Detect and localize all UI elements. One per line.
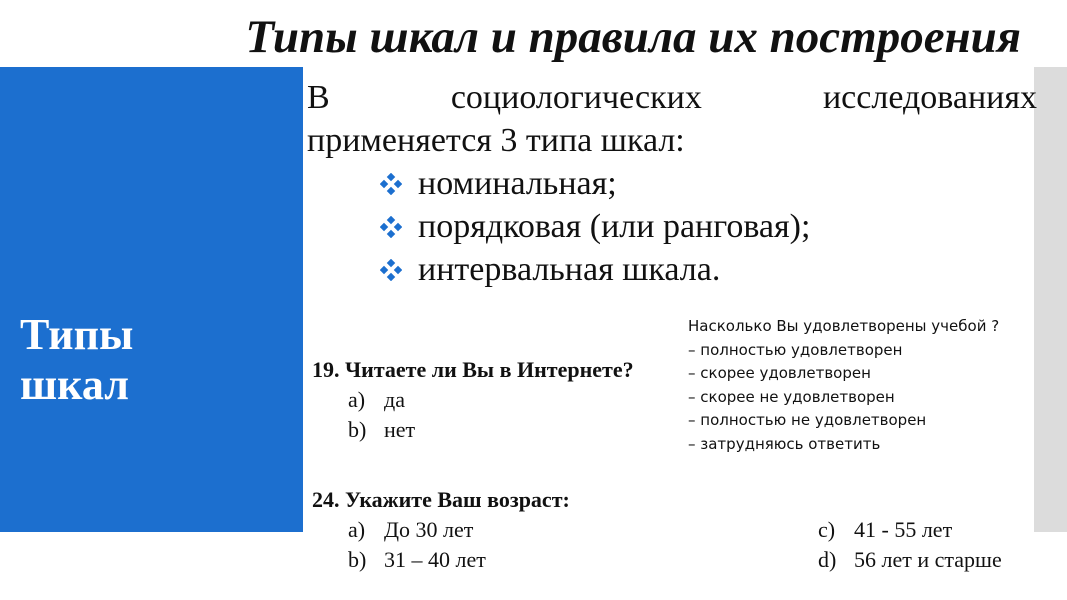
answer-option: [818, 515, 1058, 545]
question-19: [312, 355, 634, 445]
right-side-bar: [1034, 67, 1067, 532]
survey-question-text: Насколько Вы удовлетворены учебой ?: [688, 317, 1000, 335]
list-item: [380, 205, 810, 248]
intro-line-2: применяется 3 типа шкал:: [307, 122, 685, 159]
list-item-text: номинальная;: [418, 165, 617, 202]
side-label-text: Типы шкал: [20, 310, 134, 409]
option-letter: d): [818, 547, 837, 572]
scale-types-list: [380, 162, 810, 291]
answer-option: [348, 515, 818, 545]
survey-option: – скорее не удовлетворен: [688, 387, 895, 406]
answer-option: [312, 415, 634, 445]
option-letter: b): [348, 547, 367, 572]
answer-option: [312, 385, 634, 415]
satisfaction-question: [688, 315, 999, 456]
list-item: [380, 162, 810, 205]
list-item: [380, 248, 810, 291]
option-text: нет: [384, 417, 416, 442]
diamond-bullet-icon: [380, 259, 402, 281]
side-panel: [0, 67, 303, 532]
intro-paragraph: [307, 76, 1037, 162]
option-text: До 30 лет: [384, 517, 474, 542]
intro-word: социологических: [450, 79, 702, 116]
list-item-text: интервальная шкала.: [418, 251, 721, 288]
answer-options-grid: [312, 515, 1058, 575]
option-letter: a): [348, 517, 366, 542]
option-text: да: [384, 387, 405, 412]
survey-option: – скорее удовлетворен: [688, 364, 871, 382]
answer-option: [818, 545, 1058, 575]
option-letter: b): [348, 417, 367, 442]
survey-option: – полностью удовлетворен: [688, 340, 903, 359]
question-title: 24. Укажите Ваш возраст:: [312, 487, 570, 512]
answer-option: [348, 545, 818, 575]
side-panel-label: [20, 310, 133, 410]
intro-line-1: [307, 76, 1037, 119]
option-letter: a): [348, 387, 366, 412]
option-letter: c): [818, 517, 836, 542]
question-24: [312, 485, 1058, 575]
diamond-bullet-icon: [380, 173, 402, 195]
option-text: 41 - 55 лет: [854, 517, 953, 542]
list-item-text: порядковая (или ранговая);: [418, 208, 811, 245]
intro-word: В: [307, 79, 330, 116]
slide-title: Типы шкал и правила их построения: [245, 11, 1021, 63]
survey-option: – полностью не удовлетворен: [688, 411, 927, 429]
diamond-bullet-icon: [380, 216, 402, 238]
option-text: 31 – 40 лет: [384, 547, 486, 572]
question-title: 19. Читаете ли Вы в Интернете?: [312, 357, 634, 382]
survey-option: – затрудняюсь ответить: [688, 434, 881, 453]
intro-word: исследованиях: [822, 79, 1037, 116]
option-text: 56 лет и старше: [854, 547, 1002, 572]
